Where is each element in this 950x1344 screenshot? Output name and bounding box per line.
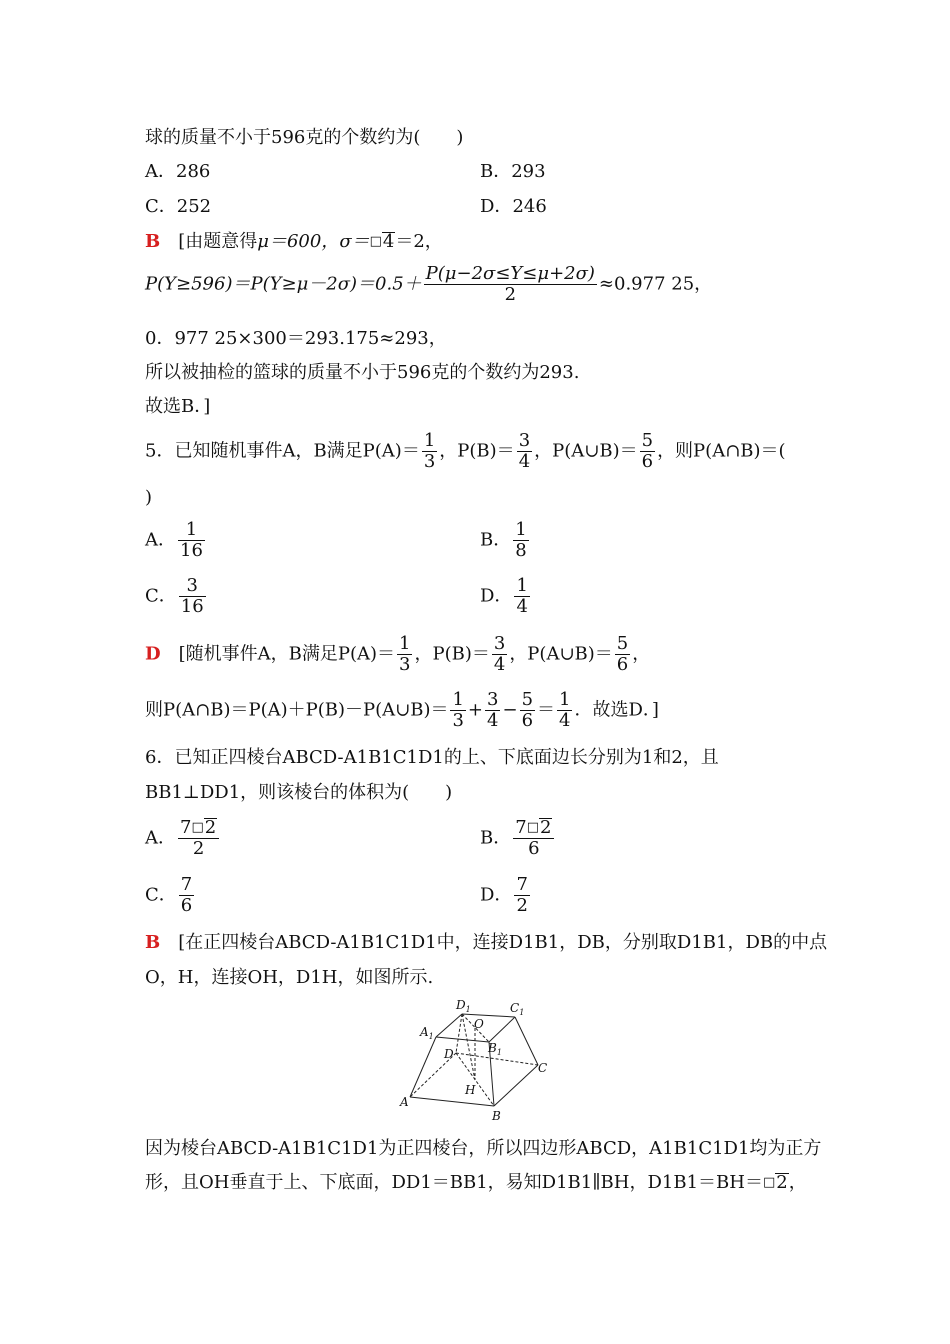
q4-option-a: A．286 [145,161,211,182]
q5-answer: D [145,643,161,665]
label-c1: $C_1$ [510,1001,525,1017]
label-a1: $A_1$ [420,1025,434,1041]
q4-stem-tail: 球的质量不小于596克的个数约为( ) [145,127,464,148]
q4-solution-line-1: B [由题意得μ＝600，σ＝□4＝2， [145,231,443,252]
q6-option-a: A． $\frac{7□2}{2}$ [145,818,221,859]
label-a: A [400,1095,409,1109]
q5-stem-close: ) [145,487,153,508]
q6-answer: B [145,932,161,953]
q6-option-d: D． $\frac{7}{2}$ [480,874,528,916]
q6-stem-line-2: BB1⊥DD1，则该棱台的体积为( ) [145,782,453,803]
q6-solution-line-4: 形，且OH垂直于上、下底面，DD1＝BB1，易知D1B1∥BH，D1B1＝BH＝□2， [145,1172,807,1193]
label-o: O [474,1017,484,1031]
q5-solution-line-2: 则P(A∩B)＝P(A)＋P(B)－P(A∪B)＝ $\frac{1}{3}$ + $\frac{3}{4}$ − $\frac{5}{6}$ ＝ $\frac{1}{4}$ ．故选D．] [145,689,659,731]
q4-probability-fraction: $\frac{P(\mu-2\sigma\le Y\le\mu+2\sigma)}{2}$ [425,263,595,305]
label-b1: $B_1$ [488,1041,502,1057]
q5-option-d: D． $\frac{1}{4}$ [480,575,528,617]
q4-answer: B [145,231,161,252]
q5-option-b: B． $\frac{1}{8}$ [480,519,527,561]
q4-option-c: C．252 [145,196,212,217]
q6-option-b: B． $\frac{7□2}{6}$ [480,818,556,859]
q6-stem-line-1: 6．已知正四棱台ABCD-A1B1C1D1的上、下底面边长分别为1和2，且 [145,747,719,768]
q4-option-d: D．246 [480,196,547,217]
q4-solution-line-5: 故选B．] [145,396,211,417]
q6-solution-line-2: O，H，连接OH，D1H，如图所示. [145,967,434,988]
q4-solution-line-3: 0．977 25×300＝293.175≈293， [145,328,447,349]
q4-solution-line-4: 所以被抽检的篮球的质量不小于596克的个数约为293. [145,362,580,383]
q5-solution-line-1: D [随机事件A，B满足P(A)＝ $\frac{1}{3}$ ，P(B)＝ $\frac{3}{4}$ ，P(A∪B)＝ $\frac{5}{6}$ ， [145,633,651,675]
q6-option-c: C． $\frac{7}{6}$ [145,874,193,916]
frustum-figure [398,996,558,1126]
label-b: B [492,1109,501,1123]
q5-option-a: A． $\frac{1}{16}$ [145,519,203,561]
q5-option-c: C． $\frac{3}{16}$ [145,575,204,617]
label-d1: $D_1$ [456,998,471,1014]
label-c: C [538,1061,548,1075]
q6-solution-line-1: B [在正四棱台ABCD-A1B1C1D1中，连接D1B1，DB，分别取D1B1，DB的中点 [145,932,828,953]
label-d: D [444,1047,454,1061]
q5-stem: 5．已知随机事件A，B满足P(A)＝ $\frac{1}{3}$ ，P(B)＝ $\frac{3}{4}$ ，P(A∪B)＝ $\frac{5}{6}$ ，则P(A∩B)＝( [145,430,786,472]
q4-solution-line-2: P(Y≥596)＝P(Y≥μ－2σ)＝0.5＋ $\frac{P(\mu-2\sigma\le Y\le\mu+2\sigma)}{2}$ ≈0.977 25， [145,263,713,305]
q6-solution-line-3: 因为棱台ABCD-A1B1C1D1为正四棱台，所以四边形ABCD，A1B1C1D1均为正方 [145,1138,822,1159]
label-h: H [465,1083,476,1097]
q4-option-b: B．293 [480,161,546,182]
